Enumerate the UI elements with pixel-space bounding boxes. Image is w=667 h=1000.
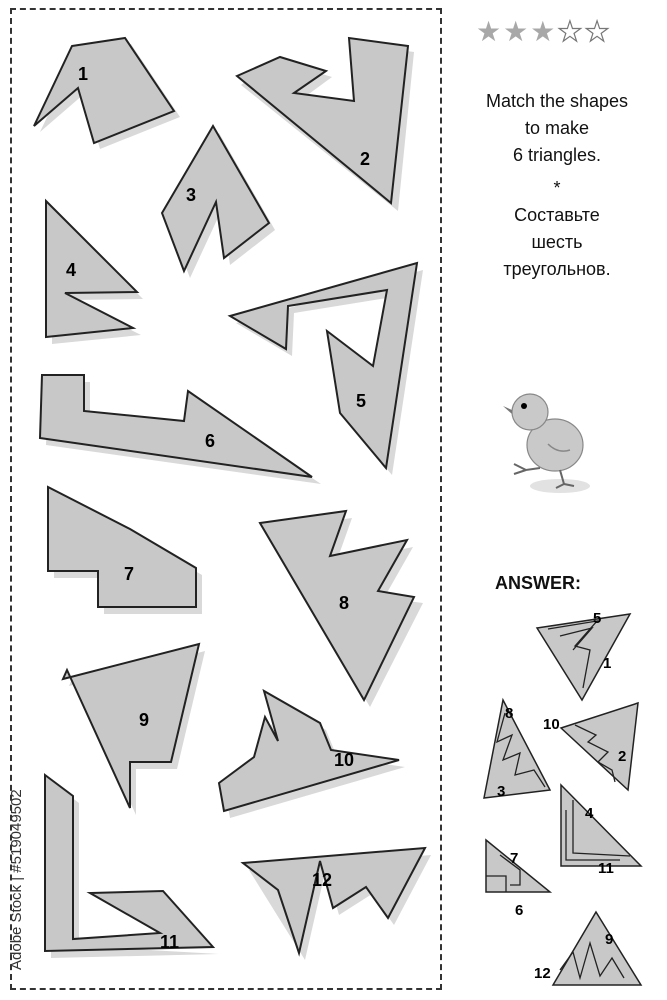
answer-label-1: 1 (603, 655, 612, 672)
answer-triangle-8-3 (484, 700, 550, 800)
shape-5[interactable] (230, 263, 417, 468)
answer-label-10: 10 (543, 716, 560, 733)
instruction-line-3: 6 triangles. (512, 145, 602, 165)
shape-label-5: 5 (356, 391, 367, 411)
answer-label-4: 4 (585, 805, 594, 822)
answer-label-8: 8 (505, 705, 514, 722)
instruction-line-1: Match the shapes (485, 91, 629, 111)
answer-label-12: 12 (534, 965, 551, 982)
instruction-separator: * (553, 178, 561, 198)
shape-label-2: 2 (360, 149, 371, 169)
shape-label-4: 4 (66, 260, 77, 280)
answer-label-2: 2 (618, 748, 627, 765)
answer-triangle-10-2 (543, 703, 638, 790)
shape-label-8: 8 (339, 593, 350, 613)
star-filled-icon: ★ (476, 15, 502, 48)
answer-label-9: 9 (605, 931, 614, 948)
shape-label-12: 12 (312, 870, 333, 890)
shape-7[interactable] (48, 487, 196, 607)
instruction-line-2: to make (524, 118, 590, 138)
shape-label-3: 3 (186, 185, 197, 205)
answer-label-11: 11 (598, 860, 614, 877)
shape-label-6: 6 (205, 431, 216, 451)
star-filled-icon: ★ (503, 15, 529, 48)
stock-watermark (6, 740, 26, 970)
star-filled-icon: ★ (530, 15, 556, 48)
answer-title: ANSWER: (495, 573, 581, 593)
instruction-ru-line-3: треугольнов. (503, 259, 611, 279)
shape-3[interactable] (162, 126, 269, 271)
answer-triangle-9-12 (534, 912, 641, 985)
instructions (452, 88, 662, 283)
answer-triangle-7-6 (486, 840, 550, 919)
shape-9[interactable] (63, 644, 199, 808)
answer-label-7: 7 (510, 850, 519, 867)
chick-icon (503, 394, 590, 493)
answer-label-5: 5 (593, 610, 602, 627)
answer-triangle-5-1 (537, 610, 630, 700)
shape-2[interactable] (237, 38, 408, 203)
instruction-ru-line-2: шесть (531, 232, 583, 252)
shape-label-1: 1 (78, 64, 89, 84)
shape-label-9: 9 (139, 710, 150, 730)
star-empty-icon: ★ (557, 15, 583, 48)
answer-label-6: 6 (515, 902, 524, 919)
shape-label-7: 7 (124, 564, 135, 584)
instruction-ru-line-1: Составьте (514, 205, 600, 225)
watermark-text: Adobe Stock | #519049502 (8, 789, 25, 970)
answer-triangle-4-11 (561, 785, 641, 877)
shape-4[interactable] (46, 201, 137, 337)
shape-label-10: 10 (334, 750, 355, 770)
answer-label-3: 3 (497, 783, 506, 800)
shape-label-11: 11 (160, 932, 180, 952)
star-empty-icon: ★ (584, 15, 610, 48)
